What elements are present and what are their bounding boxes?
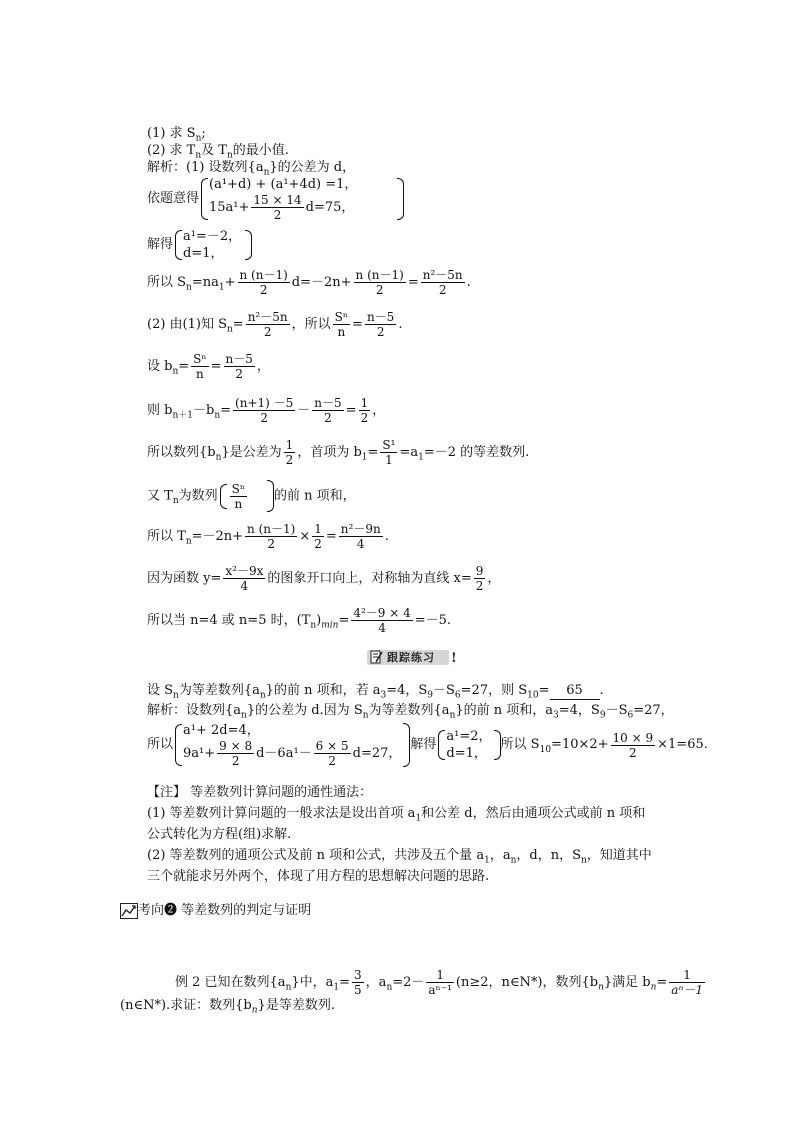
tn-statement: 又 $T_n$为数列 $\frac{\text{Sⁿ}}{n}$ 的前 n 项和， xyxy=(147,481,356,511)
system-equations-1: 依题意得 (a¹+d) + (a¹+4d) =1， 15a¹+ $\frac{15 \times 14}{2}$ d=75， xyxy=(147,176,404,222)
trend-chart-icon xyxy=(120,903,138,919)
follow-up-practice-banner xyxy=(367,648,459,668)
question-part-2: (2) 求 $T_n$及 $T_n$的最小值. xyxy=(147,143,289,161)
pencil-note-icon xyxy=(370,649,384,665)
sn-formula: 所以 $S_n=na_1+$ $\frac{n (n-1)}{2}$ d=－2n+ $\frac{n (n-1)}{2}$ = $\frac{\text{n²－5n}}{2}$ . xyxy=(147,268,471,297)
quadratic-function-line: 因为函数 y= $\frac{\text{x²－9x}}{4}$ 的图象开口向上，对称轴为直线 x= $\frac{9}{2}$ ， xyxy=(147,564,501,593)
example-2-line-2: (n∈N*).求证：数列$\{b_n\}$是等差数列. xyxy=(120,998,335,1016)
question-part-1: (1) 求 $S_n$; xyxy=(147,126,206,144)
answer-blank: 65 xyxy=(550,683,600,700)
note-2-cont: 三个就能求另外两个，体现了用方程的思想解决问题的思路. xyxy=(147,869,490,884)
example-2-line-1: 例 2 已知在数列$\{a_n\}$中，$a_1=$ $\frac{3}{5}$ ，$a_n=2-$ $\frac{1}{\text{aⁿ⁻¹}}$ (n≥2，n∈N*)，数列$\{b_n\}$满足 $b_n=$ $\frac{1}{\text{aⁿ－1}}$ xyxy=(175,968,703,997)
bn-difference: 则 $b_{n+1}-b_n=$ $\frac{(n+1) -5}{2}$ － $\frac{n-5}{2}$ = $\frac{1}{2}$ ， xyxy=(147,396,386,425)
note-title: 【注】 等差数列计算问题的通性通法： xyxy=(147,785,373,800)
practice-question: 设 $S_n$为等差数列$\{a_n\}$的前 n 项和，若 $a_3=4$，$S_9-S_6=27$，则 $S_{10}= 65$ . xyxy=(147,683,604,701)
bn-definition: 设 $b_n=$ $\frac{\text{Sⁿ}}{n}$ = $\frac{n-5}{2}$ ， xyxy=(147,352,270,381)
system-solution-1: 解得 a¹=－2， d=1， xyxy=(147,228,252,262)
tn-minimum: 所以当 n=4 或 n=5 时，$(T_n)_{min}=$ $\frac{\text{4²－9 × 4}}{4}$ =－5. xyxy=(147,606,452,635)
practice-solution-intro: 解析：设数列$\{a_n\}$的公差为 d.因为 $S_n$为等差数列$\{a_n\}$的前 n 项和，$a_3=4$，$S_9-S_6=27$， xyxy=(147,703,674,721)
exclamation-icon: ! xyxy=(451,651,457,666)
part2-derivation: (2) 由(1)知 $S_n=$ $\frac{\text{n²－5n}}{2}$ ，所以 $\frac{\text{Sⁿ}}{n}$ = $\frac{n-5}{2}$ . xyxy=(147,310,403,339)
solution-intro: 解析：(1) 设数列$\{a_n\}$的公差为 d， xyxy=(147,160,356,178)
banner-title: 跟踪练习 xyxy=(387,651,435,664)
note-2: (2) 等差数列的通项公式及前 n 项和公式，共涉及五个量 $a_1$，$a_n$，d，n，$S_n$，知道其中 xyxy=(147,848,652,866)
note-1-cont: 公式转化为方程(组)求解. xyxy=(147,827,292,842)
section-heading: 考向❷ 等差数列的判定与证明 xyxy=(120,902,311,921)
practice-system: 所以 a¹+ 2d=4， 9a¹+ $\frac{9 \times 8}{2}$ d－6a¹－ $\frac{6 \times 5}{2}$ d=27， 解得 a¹=2， d=1， 所以 $S_{10}=10\times 2+$ $\frac{10 \times 9}{2}$ ×1=65. xyxy=(147,723,708,768)
note-1: (1) 等差数列计算问题的一般求法是设出首项 $a_1$和公差 d，然后由通项公式或前 n 项和 xyxy=(147,806,646,824)
arithmetic-conclusion: 所以数列$\{b_n\}$是公差为 $\frac{1}{2}$ ，首项为 $b_1=$ $\frac{\text{S¹}}{1}$ $=a_1=-2$ 的等差数列. xyxy=(147,438,530,467)
tn-formula: 所以 $T_n=-2n+$ $\frac{n (n-1)}{2}$ × $\frac{1}{2}$ = $\frac{\text{n²－9n}}{4}$ . xyxy=(147,522,389,551)
